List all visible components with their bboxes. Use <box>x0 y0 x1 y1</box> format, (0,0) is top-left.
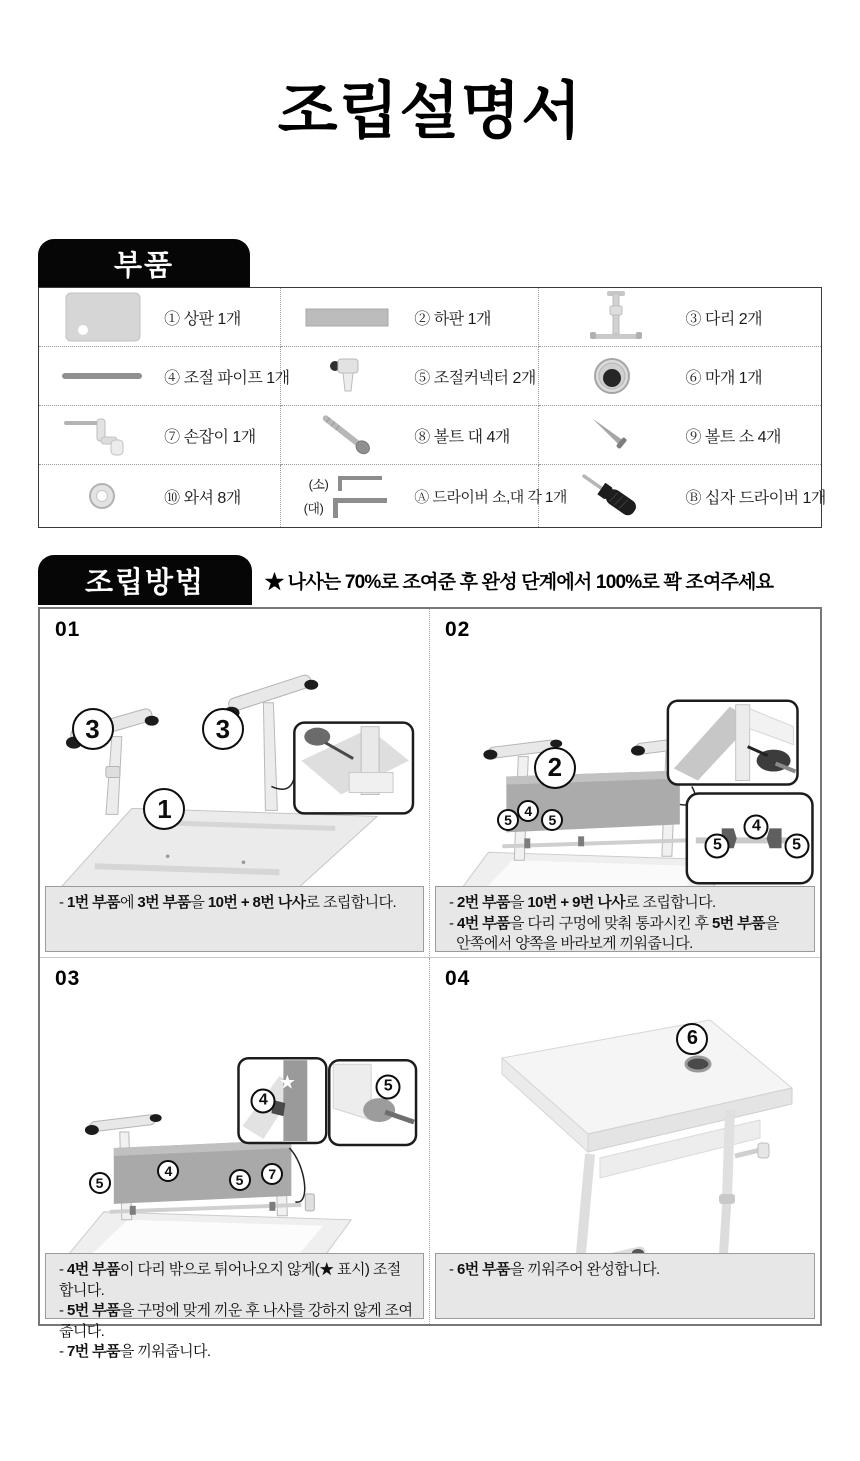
part-marker: 5 <box>541 809 563 831</box>
phillips-screwdriver-icon <box>539 469 686 523</box>
hex-wrenches-icon <box>281 473 415 519</box>
caption-line: - 5번 부품을 구멍에 맞게 끼운 후 나사를 강하지 않게 조여줍니다. <box>59 1302 413 1340</box>
part-cell-tabletop <box>39 288 281 347</box>
step-caption <box>45 1253 424 1361</box>
page-title: 조립설명서 <box>277 77 583 146</box>
hex-wrench-large-icon <box>329 495 391 519</box>
part-cell-leg <box>539 288 821 347</box>
caption-line: - 1번 부품에 3번 부품을 10번 + 8번 나사로 조립합니다. <box>59 894 397 912</box>
leg-icon <box>539 289 686 345</box>
step-caption <box>45 886 424 952</box>
part-marker: 5 <box>89 1172 111 1194</box>
bolt-small-icon <box>539 408 686 462</box>
part-marker: 3 <box>72 708 114 750</box>
step-cell-04 <box>430 958 820 1324</box>
part-marker: 7 <box>261 1163 283 1185</box>
part-cell-bolt-small <box>539 406 821 465</box>
part-label: ⑧ 볼트 대 4개 <box>414 428 510 446</box>
part-marker: 5 <box>705 833 730 858</box>
assembly-header <box>38 555 822 605</box>
caption-line: - 4번 부품이 다리 밖으로 튀어나오지 않게(★ 표시) 조절 합니다. <box>59 1261 405 1299</box>
step-cell-01 <box>40 609 430 958</box>
bolt-large-icon <box>281 408 415 462</box>
tabletop-icon <box>39 290 164 344</box>
caption-line: - 2번 부품을 10번 + 9번 나사로 조립합니다. <box>449 894 716 912</box>
part-label: ⑩ 와셔 8개 <box>164 489 241 507</box>
hex-wrench-small-icon <box>334 473 386 493</box>
step-caption <box>435 1253 815 1319</box>
step-number: 04 <box>445 967 471 991</box>
part-marker: 2 <box>534 747 576 789</box>
part-cell-washer <box>39 465 281 527</box>
assembly-note: ★ 나사는 70%로 조여준 후 완성 단계에서 100%로 꽉 조여주세요 <box>265 571 774 593</box>
part-label: ④ 조절 파이프 1개 <box>164 369 290 387</box>
part-marker: 3 <box>202 708 244 750</box>
part-marker: 5 <box>784 833 809 858</box>
part-label: ⑦ 손잡이 1개 <box>164 428 256 446</box>
step-number: 02 <box>445 618 471 642</box>
part-marker: 4 <box>157 1160 179 1182</box>
cap-icon <box>539 349 686 403</box>
part-marker: 5 <box>229 1169 251 1191</box>
part-label: ② 하판 1개 <box>414 310 491 328</box>
connector-icon <box>281 349 415 403</box>
part-marker: 4 <box>517 800 539 822</box>
assembly-steps-grid <box>38 607 822 1361</box>
part-cell-cap <box>539 347 821 406</box>
size-large-label: (대) <box>303 500 324 516</box>
assembly-banner: 조립방법 <box>38 555 252 605</box>
part-marker: 5 <box>497 809 519 831</box>
part-label: ① 상판 1개 <box>164 310 241 328</box>
handle-icon <box>39 408 164 462</box>
step-caption <box>435 886 815 952</box>
size-small-label: (소) <box>308 476 329 492</box>
part-label: ⑤ 조절커넥터 2개 <box>414 369 536 387</box>
bottom-panel-icon <box>281 290 415 344</box>
star-icon: ★ <box>278 1072 296 1094</box>
part-marker: 4 <box>251 1088 276 1113</box>
parts-banner: 부품 <box>38 239 250 287</box>
part-cell-handle <box>39 406 281 465</box>
parts-section <box>38 239 826 528</box>
pipe-icon <box>39 349 164 403</box>
parts-table <box>38 287 826 528</box>
part-cell-connector <box>281 347 539 406</box>
step-cell-02 <box>430 609 820 958</box>
part-cell-hex-wrenches <box>281 465 567 527</box>
caption-line: - 4번 부품을 다리 구멍에 맞춰 통과시킨 후 5번 부품을 <box>449 914 779 932</box>
part-label: Ⓐ 드라이버 소,대 각 1개 <box>414 488 567 506</box>
caption-line: 안쪽에서 양쪽을 바라보게 끼워줍니다. <box>449 935 693 953</box>
part-cell-pipe <box>39 347 290 406</box>
part-label: Ⓑ 십자 드라이버 1개 <box>685 489 826 507</box>
part-label: ⑥ 마개 1개 <box>685 369 763 387</box>
part-label: ③ 다리 2개 <box>685 310 763 328</box>
step-number: 03 <box>55 967 81 991</box>
washer-icon <box>39 469 164 523</box>
part-marker: 6 <box>676 1023 708 1055</box>
part-marker: 1 <box>143 788 185 830</box>
caption-line: - 6번 부품을 끼워주어 완성합니다. <box>449 1261 660 1279</box>
step-number: 01 <box>55 618 81 642</box>
step-cell-03 <box>40 958 430 1361</box>
part-cell-phillips-screwdriver <box>539 465 826 527</box>
part-cell-bolt-large <box>281 406 539 465</box>
part-label: ⑨ 볼트 소 4개 <box>685 428 782 446</box>
part-cell-bottom-panel <box>281 288 539 347</box>
part-marker: 5 <box>376 1074 401 1099</box>
part-marker: 4 <box>744 814 769 839</box>
caption-line: - 7번 부품을 끼워줍니다. <box>59 1343 211 1361</box>
